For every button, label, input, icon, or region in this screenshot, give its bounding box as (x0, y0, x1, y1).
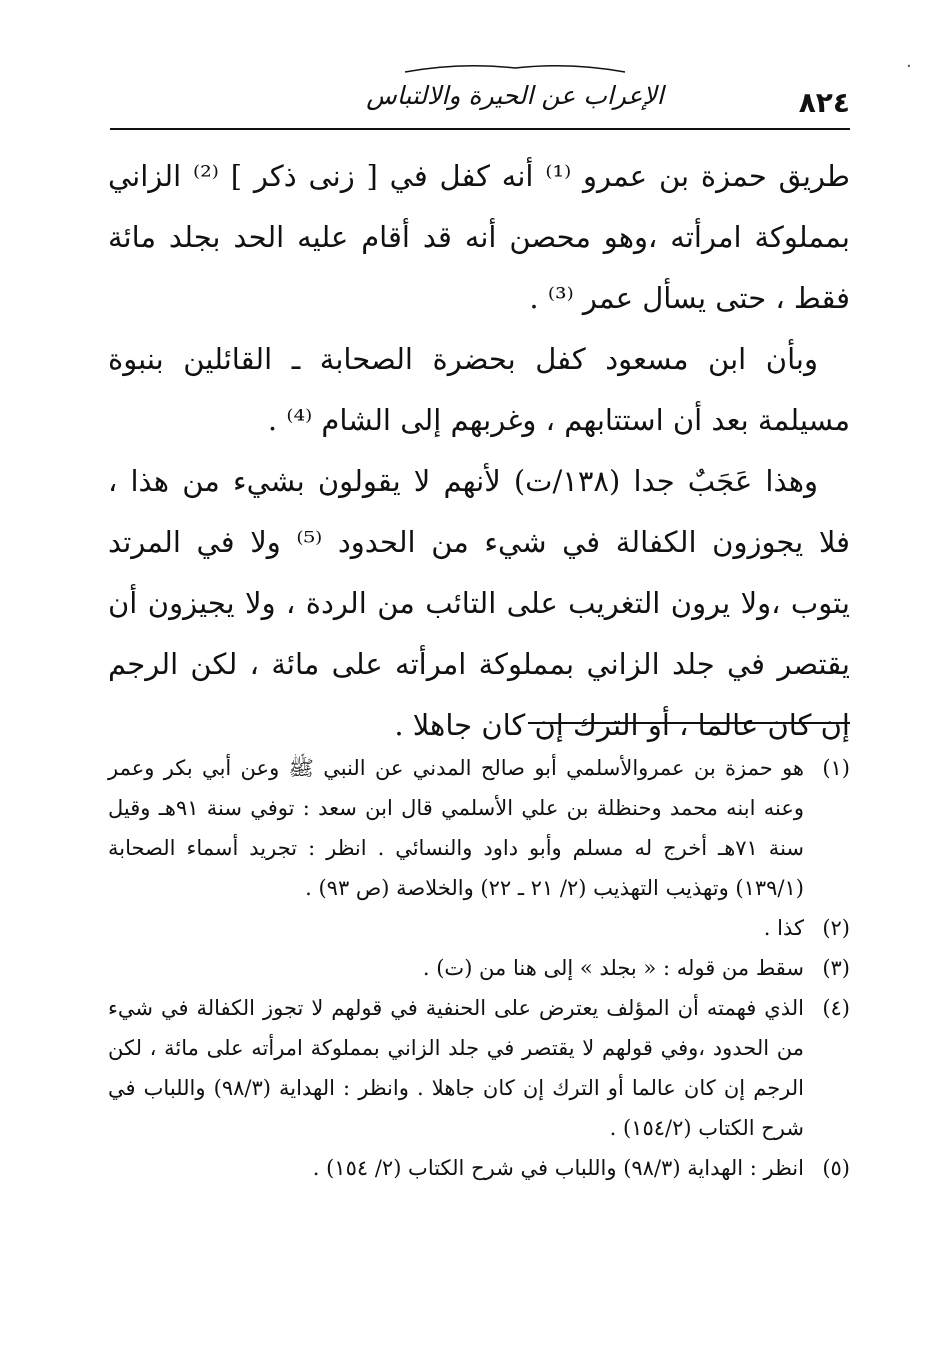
footnote-number: (٢) (822, 916, 850, 940)
footnote-text: انظر : الهداية (٩٨/٣) واللباب في شرح الكتاب (٢/ ١٥٤) . (312, 1156, 804, 1180)
corner-mark: · (906, 56, 912, 77)
footnotes (108, 748, 850, 1188)
footnote (108, 948, 850, 988)
footnote-divider (528, 722, 850, 724)
footnote (108, 1148, 850, 1188)
footnote (108, 908, 850, 948)
body-paragraph: طريق حمزة بن عمرو ⁽¹⁾ أنه كفل في [ زنى ذكر ] ⁽²⁾ الزاني بمملوكة امرأته ،وهو محصن أنه قد أقام عليه الحد بجلد مائة فقط ، حتى يسأل عمر ⁽³⁾ . (108, 159, 850, 315)
main-text (108, 146, 850, 756)
footnote-number: (٤) (822, 996, 850, 1020)
footnote-number: (٥) (822, 1156, 850, 1180)
body-paragraph: وهذا عَجَبٌ جدا (١٣٨/ت) لأنهم لا يقولون بشيء من هذا ، فلا يجوزون الكفالة في شيء من الحدود ⁽⁵⁾ ولا في المرتد يتوب ،ولا يرون التغريب على التائب من الردة ، ولا يجيزون أن يقتصر في جلد الزاني بمملوكة امرأته على مائة ، لكن الرجم إن كان عالما ، أو الترك إن كان جاهلا . (108, 464, 850, 742)
page-header (110, 62, 850, 132)
footnote-text: كذا . (763, 916, 804, 940)
footnote-text: الذي فهمته أن المؤلف يعترض على الحنفية في قولهم لا تجوز الكفالة في شيء من الحدود ،وفي قولهم لا يقتصر في جلد الزاني بمملوكة امرأته على مائة ، لكن الرجم إن كان عالما أو الترك إن كان جاهلا . وانظر : الهداية (٩٨/٣) واللباب في شرح الكتاب (١٥٤/٢) . (108, 996, 804, 1140)
body-paragraph: وبأن ابن مسعود كفل بحضرة الصحابة ـ القائلين بنبوة مسيلمة بعد أن استتابهم ، وغربهم إلى الشام ⁽⁴⁾ . (108, 342, 850, 437)
footnote-text: هو حمزة بن عمروالأسلمي أبو صالح المدني عن النبي ﷺ وعن أبي بكر وعمر وعنه ابنه محمد وحنظلة بن علي الأسلمي قال ابن سعد : توفي سنة ٩١هـ وقيل سنة ٧١هـ أخرج له مسلم وأبو داود والنسائي . انظر : تجريد أسماء الصحابة (١٣٩/١) وتهذيب التهذيب (٢/ ٢١ ـ ٢٢) والخلاصة (ص ٩٣) . (108, 756, 804, 900)
footnote (108, 748, 850, 908)
header-divider (110, 128, 850, 130)
page-number: ٨٢٤ (798, 86, 850, 119)
footnote-text: سقط من قوله : « بجلد » إلى هنا من (ت) . (422, 956, 804, 980)
footnote-number: (١) (822, 756, 850, 780)
book-title: الإعراب عن الحيرة والالتباس (366, 80, 664, 110)
footnote (108, 988, 850, 1148)
footnote-number: (٣) (822, 956, 850, 980)
